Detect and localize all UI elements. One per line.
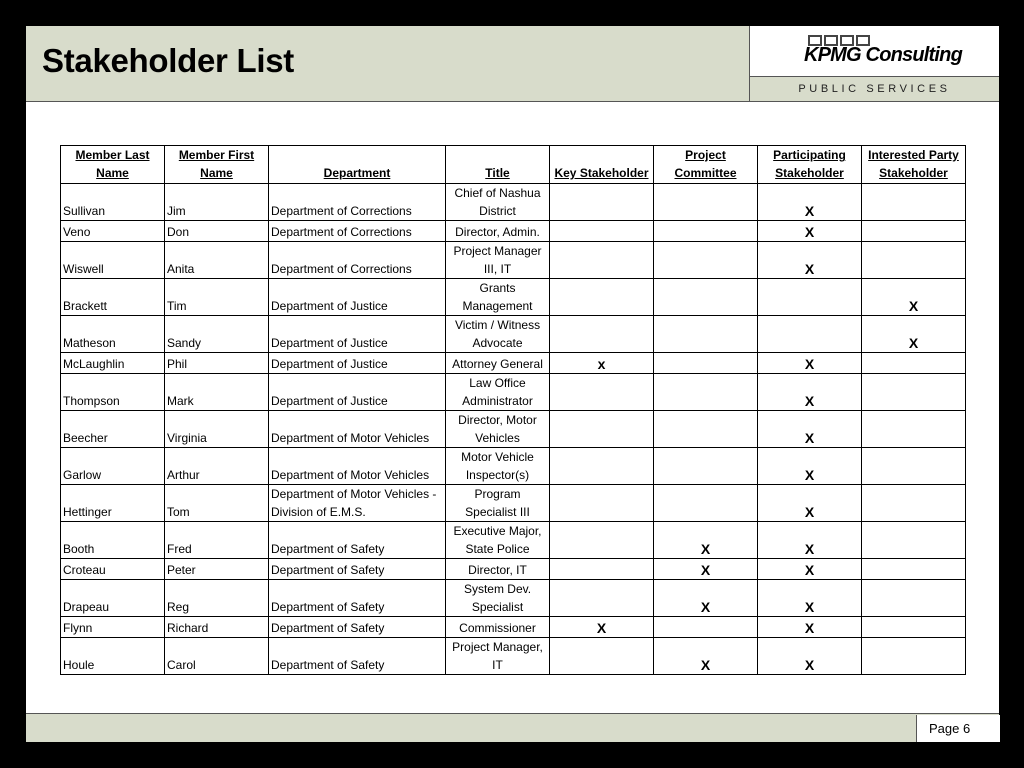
table-row <box>61 559 966 580</box>
slide-header <box>26 26 999 102</box>
interested-party-cell <box>862 221 966 242</box>
interested-party-cell <box>862 522 966 559</box>
column-header: Key Stakeholder <box>550 146 654 184</box>
first-name-cell: Jim <box>165 184 269 221</box>
key-stakeholder-cell <box>550 374 654 411</box>
participating-stakeholder-cell: X <box>758 580 862 617</box>
key-stakeholder-cell <box>550 580 654 617</box>
key-stakeholder-cell <box>550 411 654 448</box>
title-cell: Grants Management <box>446 279 550 316</box>
slide <box>26 26 999 741</box>
column-header: Participating Stakeholder <box>758 146 862 184</box>
table-row <box>61 221 966 242</box>
project-committee-cell <box>654 617 758 638</box>
column-header: Title <box>446 146 550 184</box>
last-name-cell: Thompson <box>61 374 165 411</box>
last-name-cell: Sullivan <box>61 184 165 221</box>
footer-band <box>26 713 999 742</box>
key-stakeholder-cell <box>550 522 654 559</box>
interested-party-cell <box>862 242 966 279</box>
last-name-cell: McLaughlin <box>61 353 165 374</box>
page-title: Stakeholder List <box>42 42 294 79</box>
title-cell: System Dev. Specialist <box>446 580 550 617</box>
participating-stakeholder-cell: X <box>758 221 862 242</box>
interested-party-cell: X <box>862 316 966 353</box>
participating-stakeholder-cell: X <box>758 559 862 580</box>
department-cell: Department of Corrections <box>269 184 446 221</box>
last-name-cell: Veno <box>61 221 165 242</box>
project-committee-cell <box>654 279 758 316</box>
project-committee-cell <box>654 184 758 221</box>
interested-party-cell <box>862 559 966 580</box>
title-cell: Motor Vehicle Inspector(s) <box>446 448 550 485</box>
participating-stakeholder-cell: X <box>758 411 862 448</box>
project-committee-cell <box>654 411 758 448</box>
participating-stakeholder-cell: X <box>758 485 862 522</box>
column-header: Member First Name <box>165 146 269 184</box>
company-logo <box>750 26 999 77</box>
logo-text: KPMG Consulting <box>804 44 962 66</box>
interested-party-cell <box>862 580 966 617</box>
last-name-cell: Matheson <box>61 316 165 353</box>
title-band <box>26 26 750 101</box>
first-name-cell: Reg <box>165 580 269 617</box>
project-committee-cell: X <box>654 638 758 675</box>
table-header-row <box>61 146 966 184</box>
project-committee-cell: X <box>654 559 758 580</box>
last-name-cell: Wiswell <box>61 242 165 279</box>
department-cell: Department of Safety <box>269 522 446 559</box>
last-name-cell: Hettinger <box>61 485 165 522</box>
department-cell: Department of Corrections <box>269 242 446 279</box>
participating-stakeholder-cell: X <box>758 617 862 638</box>
key-stakeholder-cell <box>550 279 654 316</box>
key-stakeholder-cell <box>550 242 654 279</box>
title-cell: Director, IT <box>446 559 550 580</box>
interested-party-cell <box>862 448 966 485</box>
interested-party-cell: X <box>862 279 966 316</box>
project-committee-cell <box>654 448 758 485</box>
title-cell: Program Specialist III <box>446 485 550 522</box>
participating-stakeholder-cell: X <box>758 184 862 221</box>
table-row <box>61 242 966 279</box>
key-stakeholder-cell <box>550 638 654 675</box>
first-name-cell: Tim <box>165 279 269 316</box>
project-committee-cell <box>654 242 758 279</box>
interested-party-cell <box>862 184 966 221</box>
department-cell: Department of Justice <box>269 374 446 411</box>
first-name-cell: Richard <box>165 617 269 638</box>
department-cell: Department of Justice <box>269 353 446 374</box>
last-name-cell: Beecher <box>61 411 165 448</box>
department-cell: Department of Safety <box>269 580 446 617</box>
last-name-cell: Garlow <box>61 448 165 485</box>
key-stakeholder-cell <box>550 448 654 485</box>
last-name-cell: Croteau <box>61 559 165 580</box>
table-row <box>61 184 966 221</box>
project-committee-cell <box>654 353 758 374</box>
table-row <box>61 485 966 522</box>
title-cell: Attorney General <box>446 353 550 374</box>
key-stakeholder-cell: X <box>550 617 654 638</box>
table-row <box>61 638 966 675</box>
table-row <box>61 353 966 374</box>
interested-party-cell <box>862 485 966 522</box>
project-committee-cell <box>654 374 758 411</box>
participating-stakeholder-cell: X <box>758 448 862 485</box>
table-row <box>61 580 966 617</box>
project-committee-cell: X <box>654 580 758 617</box>
title-cell: Law Office Administrator <box>446 374 550 411</box>
participating-stakeholder-cell: X <box>758 638 862 675</box>
last-name-cell: Flynn <box>61 617 165 638</box>
department-cell: Department of Motor Vehicles <box>269 411 446 448</box>
participating-stakeholder-cell: X <box>758 522 862 559</box>
column-header: Department <box>269 146 446 184</box>
column-header: Member Last Name <box>61 146 165 184</box>
participating-stakeholder-cell: X <box>758 374 862 411</box>
table-row <box>61 448 966 485</box>
key-stakeholder-cell <box>550 221 654 242</box>
table-row <box>61 617 966 638</box>
first-name-cell: Arthur <box>165 448 269 485</box>
last-name-cell: Drapeau <box>61 580 165 617</box>
key-stakeholder-cell <box>550 559 654 580</box>
interested-party-cell <box>862 374 966 411</box>
title-cell: Commissioner <box>446 617 550 638</box>
title-cell: Director, Motor Vehicles <box>446 411 550 448</box>
department-cell: Department of Justice <box>269 279 446 316</box>
project-committee-cell: X <box>654 522 758 559</box>
first-name-cell: Peter <box>165 559 269 580</box>
last-name-cell: Brackett <box>61 279 165 316</box>
department-cell: Department of Safety <box>269 559 446 580</box>
page-number: Page 6 <box>929 721 971 736</box>
first-name-cell: Virginia <box>165 411 269 448</box>
table-row <box>61 279 966 316</box>
project-committee-cell <box>654 221 758 242</box>
first-name-cell: Carol <box>165 638 269 675</box>
department-cell: Department of Motor Vehicles <box>269 448 446 485</box>
title-cell: Victim / Witness Advocate <box>446 316 550 353</box>
first-name-cell: Tom <box>165 485 269 522</box>
last-name-cell: Booth <box>61 522 165 559</box>
key-stakeholder-cell <box>550 485 654 522</box>
title-cell: Chief of Nashua District <box>446 184 550 221</box>
first-name-cell: Anita <box>165 242 269 279</box>
key-stakeholder-cell: x <box>550 353 654 374</box>
first-name-cell: Mark <box>165 374 269 411</box>
first-name-cell: Don <box>165 221 269 242</box>
department-cell: Department of Safety <box>269 617 446 638</box>
key-stakeholder-cell <box>550 184 654 221</box>
project-committee-cell <box>654 316 758 353</box>
interested-party-cell <box>862 617 966 638</box>
table-row <box>61 374 966 411</box>
table-row <box>61 316 966 353</box>
column-header: Project Committee <box>654 146 758 184</box>
page-number-box <box>916 715 1000 742</box>
table-row <box>61 411 966 448</box>
participating-stakeholder-cell: X <box>758 353 862 374</box>
column-header: Interested Party Stakeholder <box>862 146 966 184</box>
stakeholder-table <box>60 145 966 675</box>
interested-party-cell <box>862 353 966 374</box>
first-name-cell: Sandy <box>165 316 269 353</box>
title-cell: Project Manager, IT <box>446 638 550 675</box>
division-label: PUBLIC SERVICES <box>798 83 951 95</box>
project-committee-cell <box>654 485 758 522</box>
department-cell: Department of Corrections <box>269 221 446 242</box>
department-cell: Department of Justice <box>269 316 446 353</box>
title-cell: Executive Major, State Police <box>446 522 550 559</box>
key-stakeholder-cell <box>550 316 654 353</box>
title-cell: Project Manager III, IT <box>446 242 550 279</box>
first-name-cell: Fred <box>165 522 269 559</box>
interested-party-cell <box>862 411 966 448</box>
department-cell: Department of Safety <box>269 638 446 675</box>
last-name-cell: Houle <box>61 638 165 675</box>
title-cell: Director, Admin. <box>446 221 550 242</box>
interested-party-cell <box>862 638 966 675</box>
table-row <box>61 522 966 559</box>
department-cell: Department of Motor Vehicles - Division of E.M.S. <box>269 485 446 522</box>
participating-stakeholder-cell <box>758 316 862 353</box>
participating-stakeholder-cell: X <box>758 242 862 279</box>
participating-stakeholder-cell <box>758 279 862 316</box>
first-name-cell: Phil <box>165 353 269 374</box>
division-band <box>750 77 999 101</box>
